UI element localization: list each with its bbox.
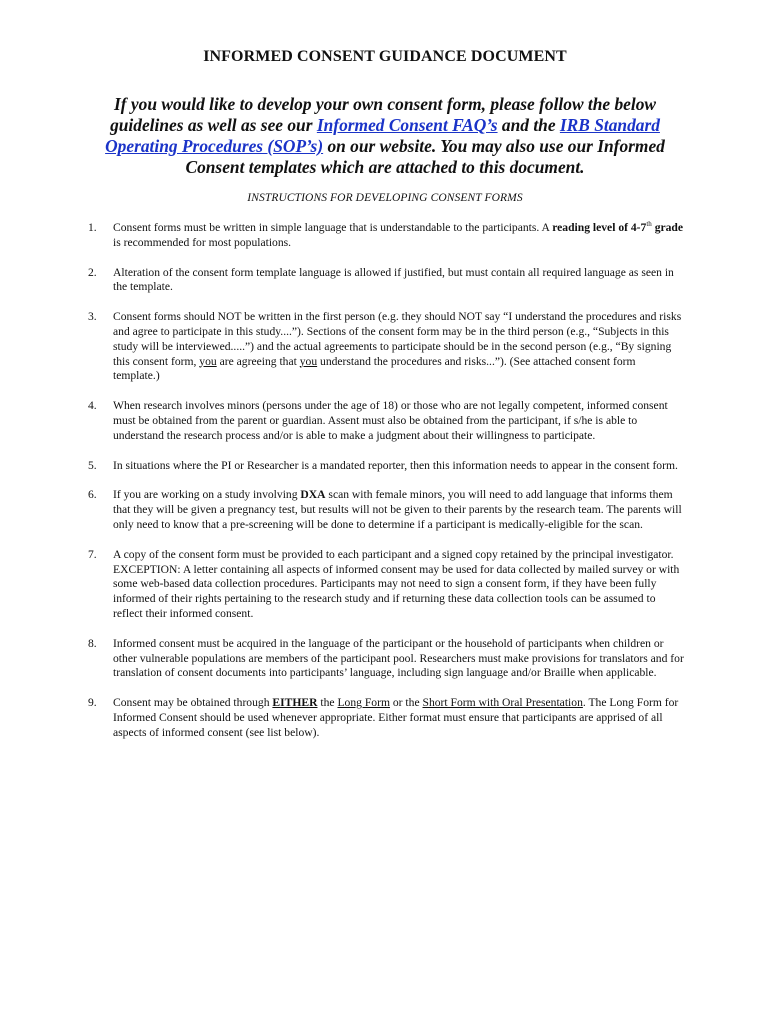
item-bold-text: grade xyxy=(651,221,684,234)
intro-text: on our website. You may also use our Informed Consent templates which are attached to this document. xyxy=(185,136,665,177)
item-text: are agreeing that xyxy=(216,354,300,368)
list-item xyxy=(88,637,684,681)
item-number: 6. xyxy=(88,488,97,502)
item-text: Consent forms should NOT be written in the first person (e.g. they should NOT say “I understand the procedures and risks and agree to participate in this study....”). Sections of the consent form may be in the third person (e.g., “Subjects in this study will be interviewed.....”) and the actual agreements to participate should be in the second person (e.g., “By signing this consent form, xyxy=(113,310,682,368)
item-text: Consent forms must be written in simple language that is understandable to the participants. A xyxy=(113,221,553,234)
item-superscript: th xyxy=(646,220,652,229)
intro-text: and the xyxy=(497,115,560,135)
item-text: Alteration of the consent form template language is allowed if justified, but must contain all required language as seen in the template. xyxy=(113,265,674,294)
item-number: 4. xyxy=(88,399,97,413)
item-number: 1. xyxy=(88,221,97,234)
item-bold-underlined-text: EITHER xyxy=(272,696,318,710)
list-item xyxy=(88,459,684,474)
item-number: 5. xyxy=(88,458,97,472)
item-text: When research involves minors (persons under the age of 18) or those who are not legally competent, informed consent must be obtained from the parent or guardian. Assent must also be obtained from the participant, if s/he is able to understand the research process and/or is able to make a judgment about their willingness to participate. xyxy=(113,399,668,442)
item-text: the xyxy=(317,696,338,710)
item-number: 8. xyxy=(88,636,97,650)
sop-link[interactable]: IRB Standard Operating Procedures (SOP’s) xyxy=(105,115,660,156)
item-text: . The Long Form for Informed Consent should be used whenever appropriate. Either format must ensure that participants are apprised of all aspects of informed consent (see list below). xyxy=(113,696,679,739)
intro-paragraph xyxy=(85,94,685,178)
item-text: In situations where the PI or Researcher is a mandated reporter, then this information needs to appear in the consent form. xyxy=(113,458,678,472)
item-underlined-text: Short Form with Oral Presentation xyxy=(422,696,583,710)
item-number: 9. xyxy=(88,696,97,710)
item-number: 2. xyxy=(88,265,97,279)
list-item xyxy=(88,399,684,443)
item-text: Consent may be obtained through xyxy=(113,696,273,710)
faq-link[interactable]: Informed Consent FAQ’s xyxy=(316,115,498,135)
list-item xyxy=(88,310,684,384)
list-item xyxy=(88,266,684,296)
instructions-heading: INSTRUCTIONS FOR DEVELOPING CONSENT FORMS xyxy=(247,192,523,204)
item-text: A copy of the consent form must be provided to each participant and a signed copy retained by the principal investigator. EXCEPTION: A letter containing all aspects of informed consent may be used for data collected by mailed survey or with some web-based data collection procedures. Participants may not need to sign a consent form, if they have been fully informed of their rights pertaining to the research study and if returning these data collection tools can be assumed to reflect their informed consent. xyxy=(113,547,680,620)
instructions-list xyxy=(88,221,684,741)
item-text: understand the procedures and risks...”). (See attached consent form template.) xyxy=(113,354,636,383)
item-underlined-text: you xyxy=(199,354,217,368)
item-underlined-text: you xyxy=(299,354,318,368)
document-title: INFORMED CONSENT GUIDANCE DOCUMENT xyxy=(203,48,567,65)
item-number: 3. xyxy=(88,310,97,324)
list-item xyxy=(88,488,684,532)
list-item xyxy=(88,696,684,740)
item-text: If you are working on a study involving xyxy=(113,488,301,502)
item-bold-text: DXA xyxy=(300,488,326,502)
item-text: is recommended for most populations. xyxy=(113,235,292,249)
item-underlined-text: Long Form xyxy=(337,696,390,710)
item-text: Informed consent must be acquired in the language of the participant or the household of participants when children or other vulnerable populations are members of the participant pool. Researchers must make provisions for translators and for translation of consent documents into participants’ language, including sign language and/or Braille when applicable. xyxy=(113,636,684,680)
item-number: 7. xyxy=(88,547,97,561)
item-text: scan with female minors, you will need to add language that informs them that they will be given a pregnancy test, but results will not be given to their parents by the research team. The parents will only need to know that a pre-screening will be done to determine if a participant is medically-eligible for the scan. xyxy=(113,488,682,531)
list-item xyxy=(88,548,684,622)
list-item xyxy=(88,221,684,251)
item-text: or the xyxy=(389,696,423,710)
intro-text: If you would like to develop your own consent form, please follow the below guidelines as well as see our xyxy=(110,94,656,135)
item-bold-text: reading level of 4-7 xyxy=(552,221,647,234)
